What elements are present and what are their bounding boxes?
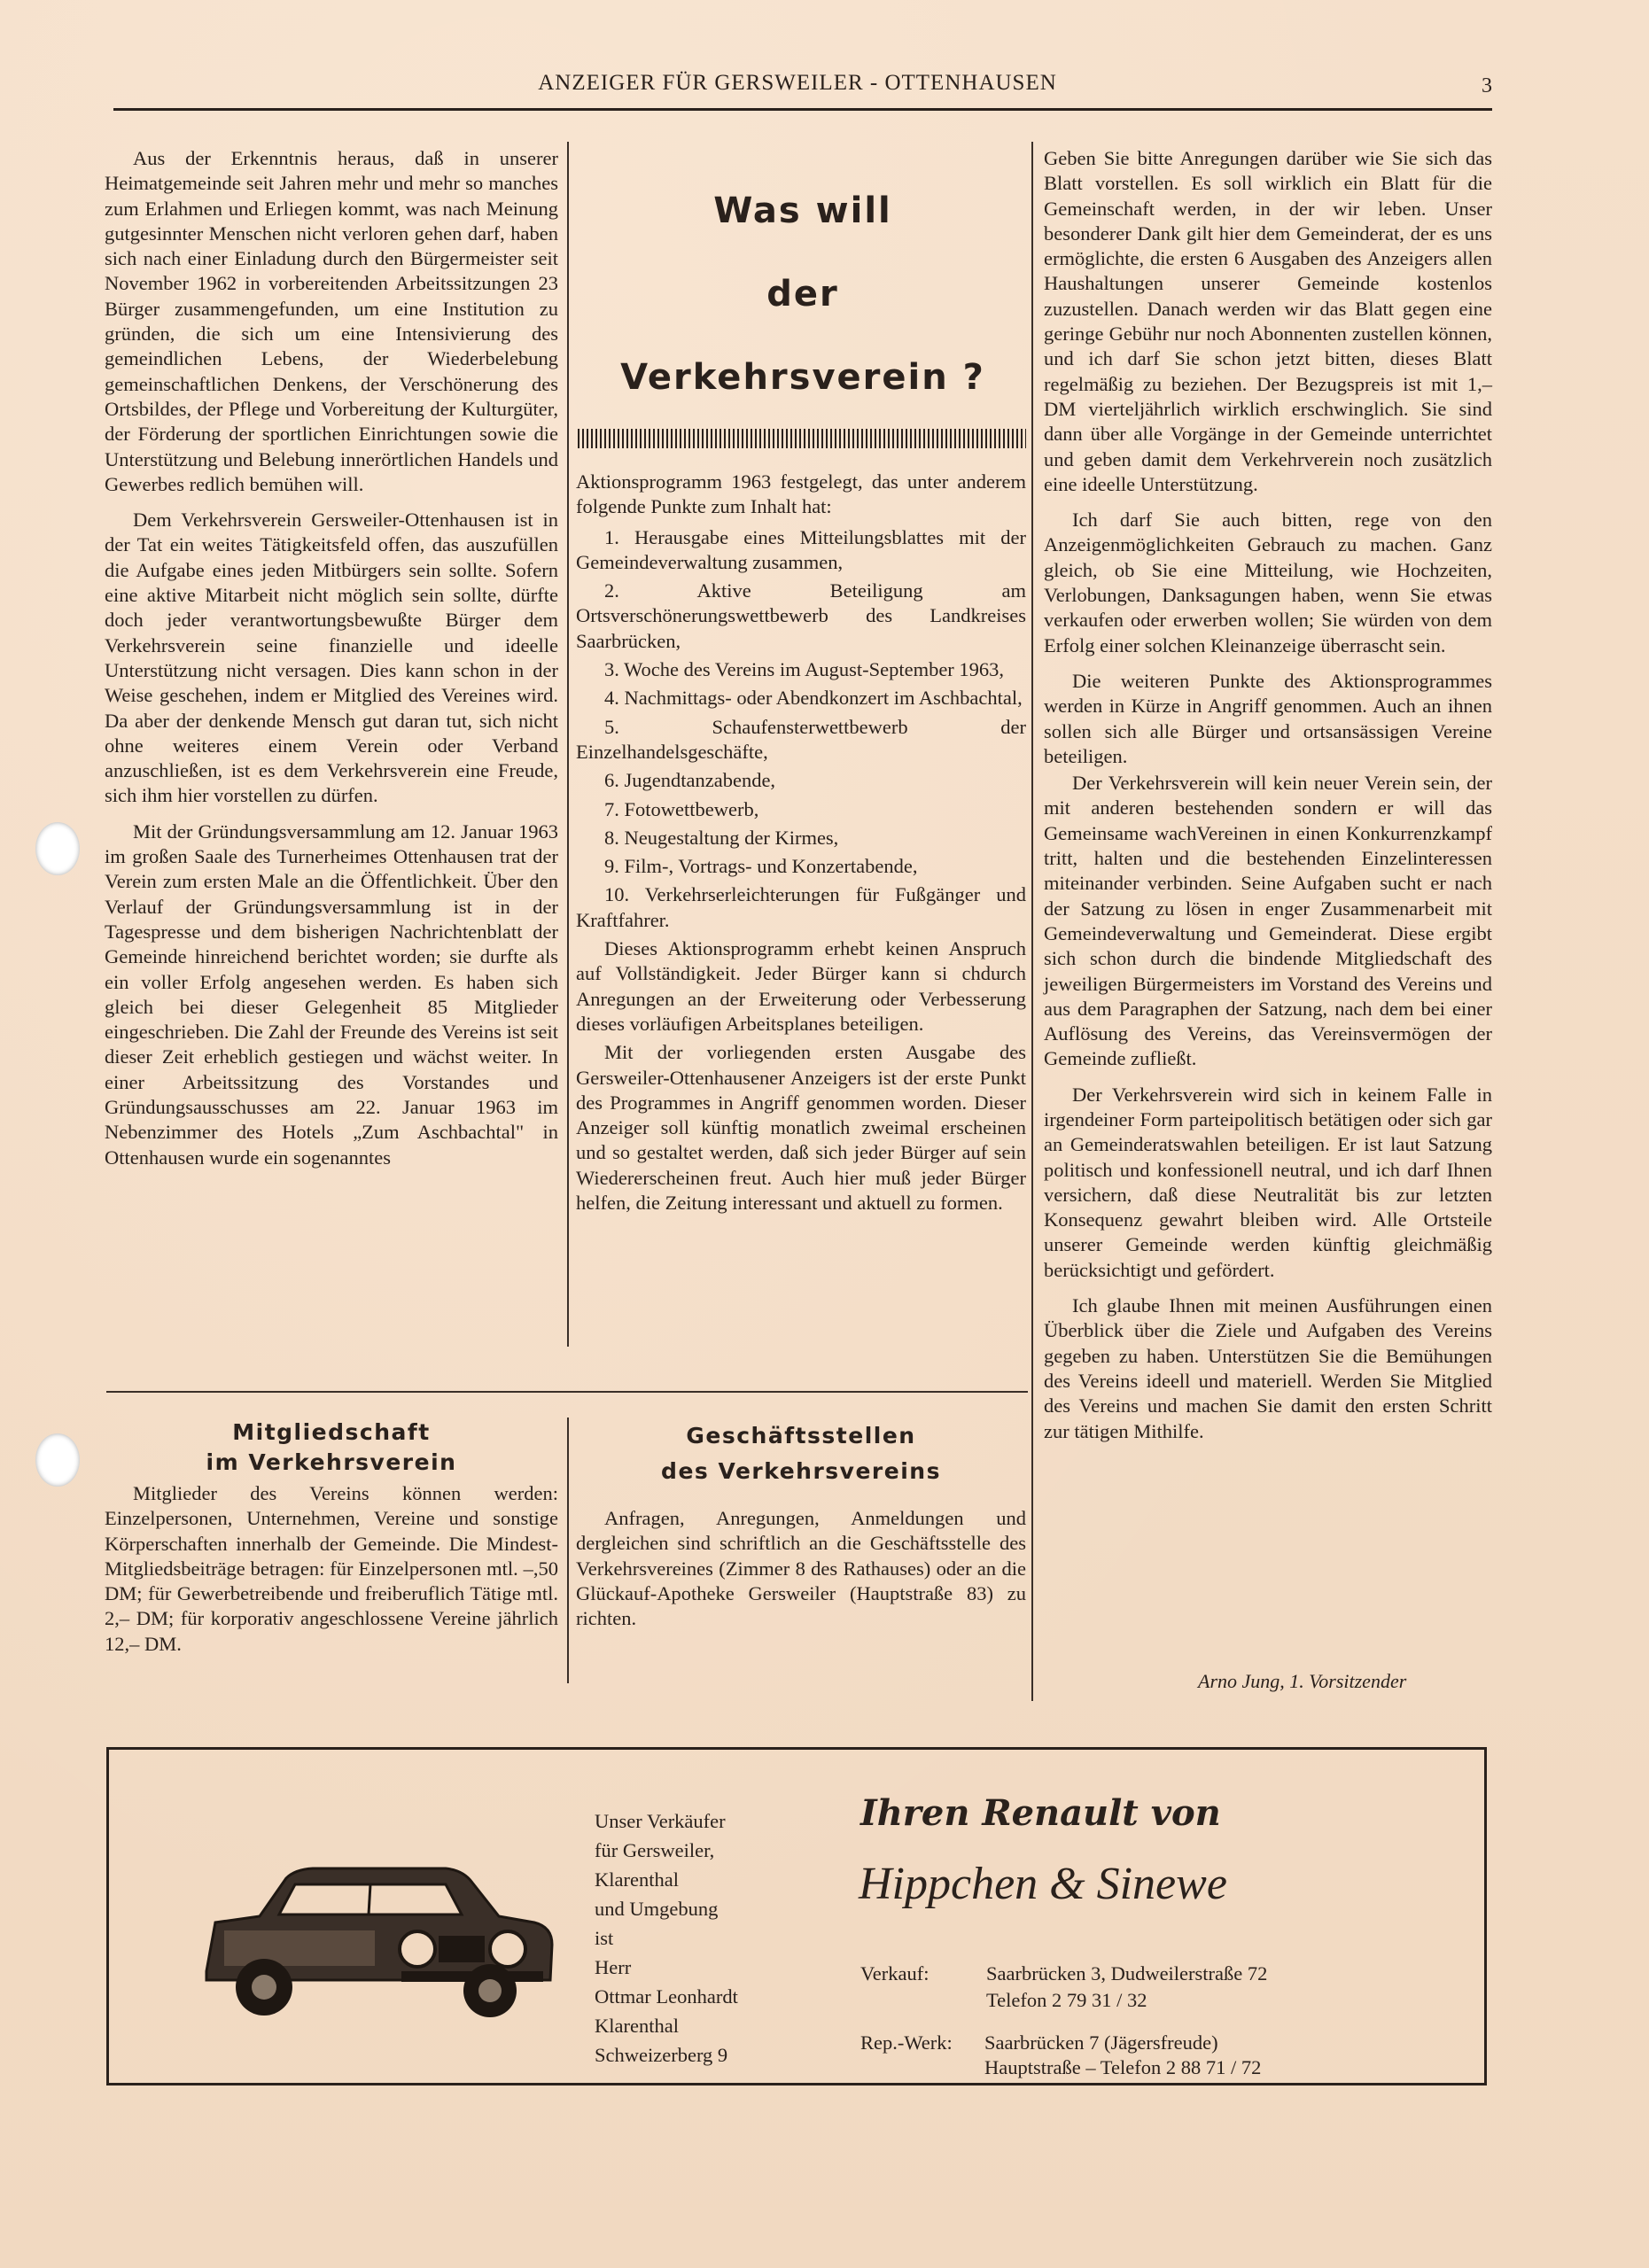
seller-line: für Gersweiler, xyxy=(595,1839,715,1861)
article-paragraph: Mit der Gründungsversammlung am 12. Januar 1963 im großen Saale des Turnerheimes Ottenhausen trat der Verein zum ersten Male an die Öffentlichkeit. Über den Verlauf der Gründungsversammlung ist in der Tagespresse und dem bisherigen Nachrichtenblatt der Gemeinde hinreichend berichtet worden; sie durfte als ein voller Erfolg angesehen werden. Es haben sich gleich bei dieser Gelegenheit 85 Mitglieder eingeschrieben. Die Zahl der Freunde des Vereins ist seit dieser Zeit erheblich gestiegen und wächst weiter. In einer Arbeitssitzung des Vorstandes und Gründungsausschusses am 22. Januar 1963 im Nebenzimmer des Hotels „Zum Aschbachtal" in Ottenhausen wurde ein sogenanntes xyxy=(105,819,558,1169)
list-item: 4. Nachmittags- oder Abendkonzert im Aschbachtal, xyxy=(604,687,1023,710)
header-title: ANZEIGER FÜR GERSWEILER - OTTENHAUSEN xyxy=(538,71,1057,95)
punch-hole xyxy=(35,1433,80,1487)
header-rule xyxy=(113,108,1492,111)
article-title xyxy=(576,190,1030,398)
sales-label: Verkauf: xyxy=(860,1962,930,1984)
column-left xyxy=(105,146,558,1181)
seller-line: Schweizerberg 9 xyxy=(595,2044,728,2066)
article-paragraph: Der Verkehrsverein wird sich in keinem Falle in irgendeiner Form parteipolitisch betätigen oder sich gar an Gemeinderatswahlen beteiligen. Er ist laut Satzung politisch und konfessionell neutral, und ich darf Ihnen versichern, daß diese Neutralität bis zur letzten Konsequenz gewahrt bleiben wird. Alle Ortsteile unserer Gemeinde werden künftig gleichmäßig berücksichtigt und gefördert. xyxy=(1044,1083,1492,1281)
signature: Arno Jung, 1. Vorsitzender xyxy=(1198,1670,1407,1692)
office-box xyxy=(576,1421,1026,1642)
column-right xyxy=(1044,146,1492,1455)
office-text: Anfragen, Anregungen, Anmeldungen und dergleichen sind schriftlich an die Geschäftsstelle des Verkehrsvereines (Zimmer 8 des Rathauses) oder an die Glückauf-Apotheke Gersweiler (Hauptstraße 83) zu richten. xyxy=(576,1507,1026,1630)
article-paragraph: Mit der vorliegenden ersten Ausgabe des Gersweiler-Ottenhausener Anzeigers ist der erste Punkt des Programmes in Angriff genommen worden. Dieser Anzeiger soll künftig monatlich zweimal erscheinen und so gestaltet werden, daß sich jeder Bürger auf sein Wiedererscheinen freut. Auch hier muß jeder Bürger helfen, die Zeitung interessant und aktuell zu formen. xyxy=(576,1041,1026,1215)
article-paragraph: Dem Verkehrsverein Gersweiler-Ottenhausen ist in der Tat ein weites Tätigkeitsfeld offen, das auszufüllen die Aufgabe eines jeden Mitbürgers sein sollte. Sofern eine aktive Mitarbeit nicht möglich sein sollte, dürfte doch jeder verantwortungsbewußte Bürger dem Verkehrsverein seine finanzielle und ideelle Unterstützung nicht versagen. Dies kann schon in der Weise geschehen, indem er Mitglied des Vereines wird. Da aber der denkende Mensch gut daran tut, sich nicht ohne weiteres einem Verein oder Verband anzuschließen, ist es dem Verkehrsverein eine Freude, sich ihm hier vorstellen zu dürfen. xyxy=(105,509,558,807)
sales-phone: Telefon 2 79 31 / 32 xyxy=(986,1989,1147,2011)
seller-line: Ottmar Leonhardt xyxy=(595,1985,738,2008)
renault-advertisement xyxy=(106,1747,1487,2085)
list-item: 5. Schaufensterwettbewerb der Einzelhandelsgeschäfte, xyxy=(576,715,1026,763)
list-item: 1. Herausgabe eines Mitteilungsblattes mit der Gemeindeverwaltung zusammen, xyxy=(576,525,1026,573)
membership-heading: Mitgliedschaft xyxy=(232,1419,431,1445)
repair-address: Saarbrücken 7 (Jägersfreude) xyxy=(984,2031,1218,2054)
title-line: Was will xyxy=(713,190,892,231)
punch-hole xyxy=(35,822,80,875)
title-line: Verkehrsverein ? xyxy=(620,357,985,398)
seller-line: und Umgebung xyxy=(595,1898,719,1920)
article-paragraph: Ich darf Sie auch bitten, rege von den Anzeigenmöglichkeiten Gebrauch zu machen. Ganz gleich, ob Sie eine Mitteilung, wie Hochzeiten, Verlobungen, Danksagungen haben, wenn Sie etwas verkaufen oder erwerben wollen; Sie würden von dem Erfolg einer solchen Kleinanzeige überrascht sein. xyxy=(1044,509,1492,656)
article-paragraph: Dieses Aktionsprogramm erhebt keinen Anspruch auf Vollständigkeit. Jeder Bürger kann si chdurch Anregungen an der Erweiterung oder Verbesserung dieses vorläufigen Arbeitsplanes beteiligen. xyxy=(576,937,1026,1035)
list-item: 2. Aktive Beteiligung am Ortsverschönerungswettbewerb des Landkreises Saarbrücken, xyxy=(576,579,1026,652)
article-paragraph: Geben Sie bitte Anregungen darüber wie Sie sich das Blatt vorstellen. Es soll wirklich ein Blatt für die Gemeinschaft werden, in der wir leben. Unser besonderer Dank gilt hier dem Gemeinderat, der es uns ermöglichte, die ersten 6 Ausgaben des Anzeigers allen Haushaltungen unserer Gemeinde kostenlos zuzustellen. Danach werden wir das Blatt gegen eine geringe Gebühr nur noch Abonnenten zustellen können, und ich darf Sie schon jetzt bitten, dieses Blatt regelmäßig zu beziehen. Der Bezugspreis ist mit 1,– DM vierteljährlich wirklich erschwinglich. Sie sind dann über alle Vorgänge in der Gemeinde unterrichtet und geben damit dem Verkehrverein noch zusätzlich eine ideelle Unterstützung. xyxy=(1044,147,1492,495)
column-divider xyxy=(567,142,569,1347)
title-line: der xyxy=(766,274,839,315)
repair-phone: Hauptstraße – Telefon 2 88 71 / 72 xyxy=(984,2056,1262,2078)
seller-line: Unser Verkäufer xyxy=(595,1810,726,1832)
ad-headline: Ihren Renault von xyxy=(860,1792,1221,1834)
sales-address: Saarbrücken 3, Dudweilerstraße 72 xyxy=(986,1962,1268,1984)
seller-line: ist xyxy=(595,1927,614,1949)
article-paragraph: Der Verkehrsverein will kein neuer Verein sein, der mit anderen bestehenden sondern er will das Gemeinsame wachVereinen in einen Konkurrenzkampf tritt, halten und die bestehenden Einzelinteressen miteinander verbinden. Seine Aufgaben sucht er nach der Satzung zu lösen in enger Zusammenarbeit mit Gemeindeverwaltung und Gemeinderat. Diese ergibt sich schon durch die bindende Mitgliedschaft des jeweiligen Bürgermeisters im Vorstand des Vereins und aus dem Paragraphen der Satzung, nach dem bei einer Auflösung des Vereins, das Vereinsvermögen der Gemeinde zufließt. xyxy=(1044,772,1492,1070)
list-item: 8. Neugestaltung der Kirmes, xyxy=(604,826,839,849)
list-item: 10. Verkehrserleichterungen für Fußgänger und Kraftfahrer. xyxy=(576,883,1026,931)
list-item: 9. Film-, Vortrags- und Konzertabende, xyxy=(604,855,918,878)
seller-info xyxy=(595,1806,738,2070)
seller-line: Klarenthal xyxy=(595,1868,679,1891)
column-divider xyxy=(1031,142,1033,1701)
list-item: 7. Fotowettbewerb, xyxy=(604,797,759,820)
car-illustration xyxy=(180,1838,570,2033)
membership-heading: im Verkehrsverein xyxy=(206,1449,457,1475)
section-rule xyxy=(106,1391,1028,1393)
repair-label: Rep.-Werk: xyxy=(860,2031,953,2054)
seller-line: Herr xyxy=(595,1956,632,1978)
company-name: Hippchen & Sinewe xyxy=(859,1859,1227,1909)
page-number: 3 xyxy=(1482,74,1492,97)
column-divider xyxy=(567,1418,569,1683)
seller-line: Klarenthal xyxy=(595,2015,679,2037)
membership-text: Mitglieder des Vereins können werden: Einzelpersonen, Unternehmen, Vereine und sonstige Körperschaften innerhalb der Gemeinde. Die Mindest-Mitgliedsbeiträge betragen: für Einzelpersonen mtl. –,50 DM; für Gewerbetreibende und freiberuflich Tätige mtl. 2,– DM; für korporativ angeschlossene Vereine jährlich 12,– DM. xyxy=(105,1482,558,1655)
article-paragraph: Aktionsprogramm 1963 festgelegt, das unter anderem folgende Punkte zum Inhalt hat: xyxy=(576,470,1026,518)
article-paragraph: Die weiteren Punkte des Aktionsprogrammes werden in Kürze in Angriff genommen. Auch an ihnen sollen sich alle Bürger und ortsansässigen Vereine beteiligen. xyxy=(1044,669,1492,767)
article-paragraph: Aus der Erkenntnis heraus, daß in unserer Heimatgemeinde seit Jahren mehr und mehr so manches zum Erlahmen und Erliegen kommt, was nach Meinung gutgesinnter Menschen nicht verloren gehen darf, haben sich nach einer Einladung durch den Bürgermeister seit November 1962 in vorbereitenden Arbeitssitzungen 23 Bürger zusammengefunden, um eine Institution zu gründen, die sich um eine Intensivierung des gemeindlichen Lebens, der Wiederbelebung gemeinschaftlichen Denkens, der Verschönerung des Ortsbildes, der Pflege und Vorbereitung der Kulturgüter, der Förderung der sportlichen Einrichtungen sowie die Unterstützung und Belebung innerörtlichen Handels und Gewerbes redlich bemühen will. xyxy=(105,147,558,495)
membership-box xyxy=(105,1418,558,1667)
office-heading: Geschäftsstellen xyxy=(686,1423,916,1449)
title-underline xyxy=(578,429,1026,448)
office-heading: des Verkehrsvereins xyxy=(661,1458,941,1484)
list-item: 3. Woche des Vereins im August-September 1963, xyxy=(604,658,1005,681)
column-middle xyxy=(576,470,1026,1226)
article-paragraph: Ich glaube Ihnen mit meinen Ausführungen einen Überblick über die Ziele und Aufgaben des Vereins gegeben zu haben. Unterstützen Sie die Bemühungen des Vereins ideell und materiell. Werden Sie Mitglied des Vereins und machen Sie damit den ersten Schritt zur tätigen Mithilfe. xyxy=(1044,1294,1492,1442)
list-item: 6. Jugendtanzabende, xyxy=(604,769,776,792)
